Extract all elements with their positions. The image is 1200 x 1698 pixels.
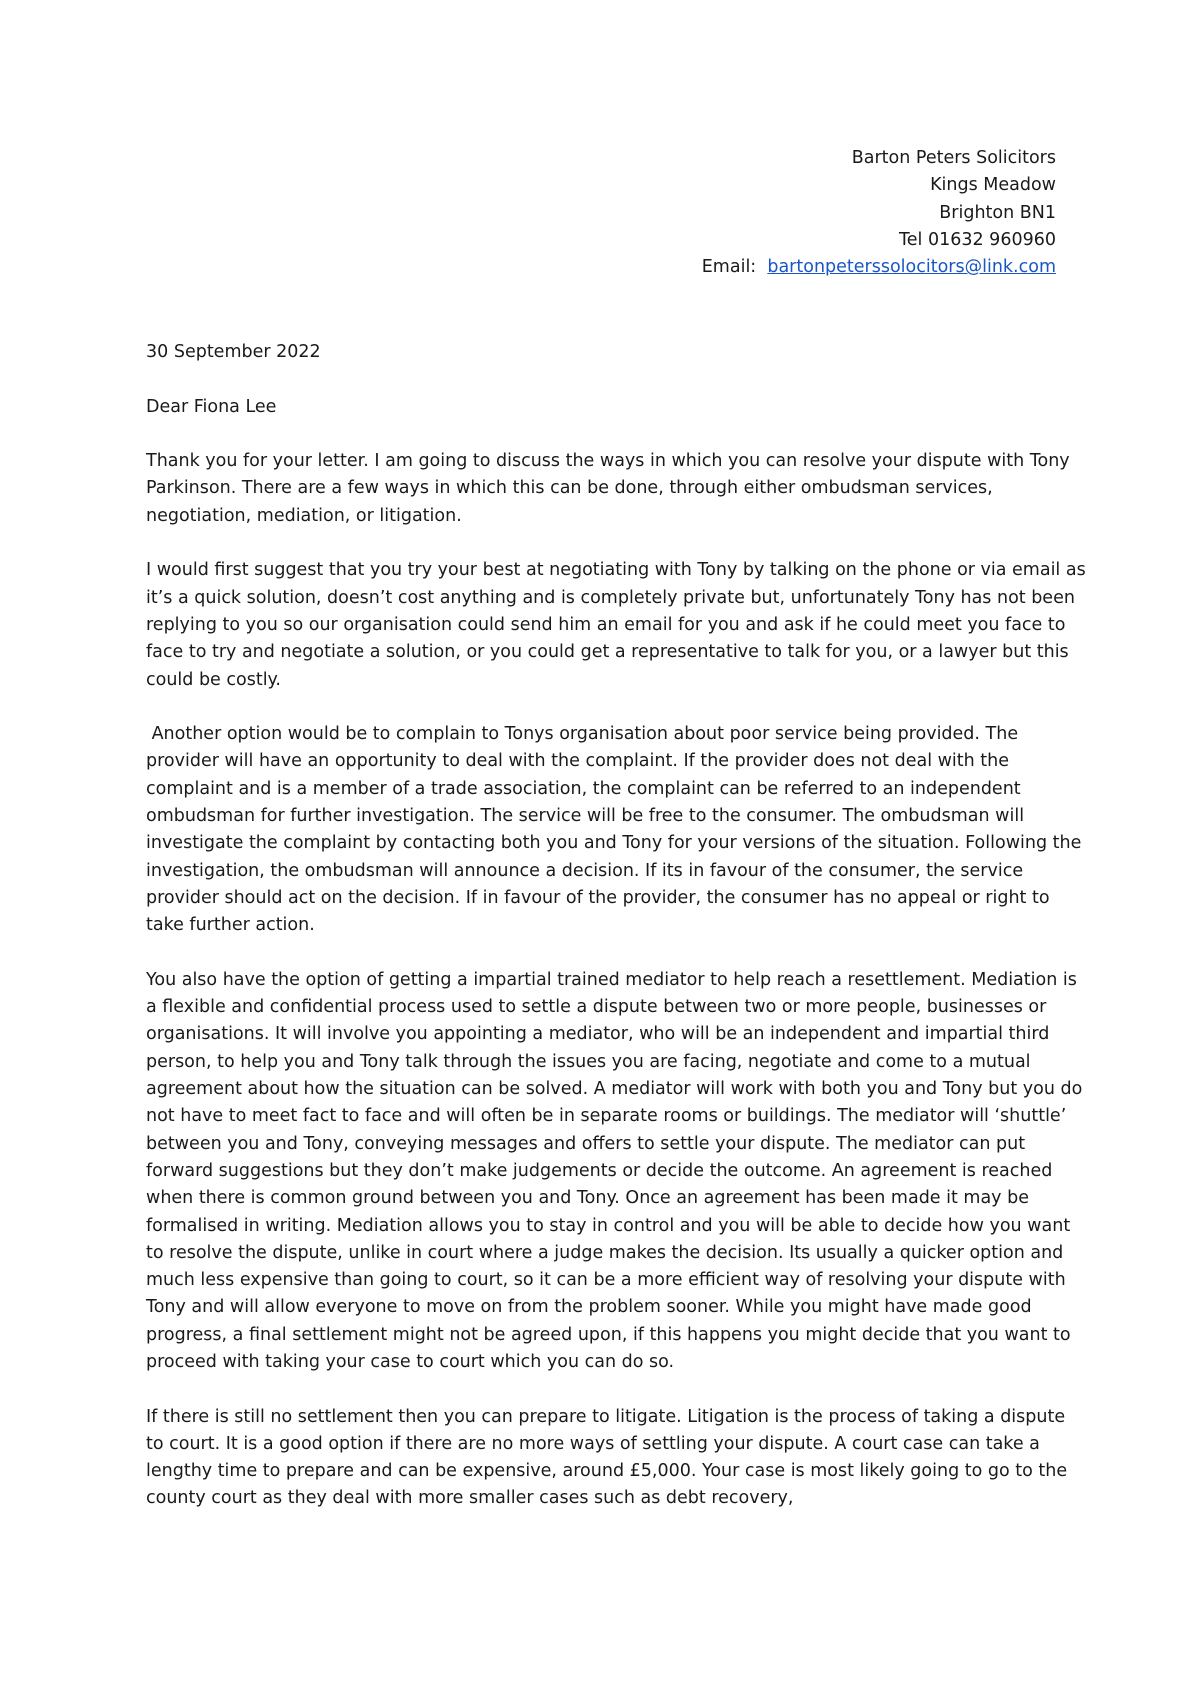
email-label: Email: <box>701 257 762 278</box>
paragraph-litigation: If there is still no settlement then you can prepare to litigate. Litigation is the process of taking a dispute to court. It is a good option if there are no more ways of settling your dispute. A court case can take a lengthy time to prepare and can be expensive, around £5,000. Your case is most likely going to go to the county court as they deal with more smaller cases such as debt recovery, <box>146 1406 1068 1509</box>
salutation: Dear Fiona Lee <box>146 396 277 417</box>
address-town: Brighton BN1 <box>939 202 1056 223</box>
letter-body <box>146 339 1086 1540</box>
firm-name: Barton Peters Solicitors <box>851 148 1056 168</box>
sender-address <box>702 145 1056 281</box>
email-line <box>702 254 1056 281</box>
address-street: Kings Meadow <box>930 175 1056 196</box>
telephone: Tel 01632 960960 <box>899 229 1056 250</box>
paragraph-negotiation: I would first suggest that you try your best at negotiating with Tony by talking on the phone or via email as it’s a quick solution, doesn’t cost anything and is completely private but, unfortunately Tony has not been replying to you so our organisation could send him an email for you and ask if he could meet you face to face to try and negotiate a solution, or you could get a representative to talk for you, or a lawyer but this could be costly. <box>146 560 1086 690</box>
paragraph-mediation: You also have the option of getting a impartial trained mediator to help reach a resettlement. Mediation is a flexible and confidential process used to settle a dispute between two or more people, businesses or organisations. It will involve you appointing a mediator, who will be an independent and impartial third person, to help you and Tony talk through the issues you are facing, negotiate and come to a mutual agreement about how the situation can be solved. A mediator will work with both you and Tony but you do not have to meet fact to face and will often be in separate rooms or buildings. The mediator will ‘shuttle’ between you and Tony, conveying messages and offers to settle your dispute. The mediator can put forward suggestions but they don’t make judgements or decide the outcome. An agreement is reached when there is common ground between you and Tony. Once an agreement has been made it may be formalised in writing. Mediation allows you to stay in control and you will be able to decide how you want to resolve the dispute, unlike in court where a judge makes the decision. Its usually a quicker option and much less expensive than going to court, so it can be a more efficient way of resolving your dispute with Tony and will allow everyone to move on from the problem sooner. While you might have made good progress, a final settlement might not be agreed upon, if this happens you might decide that you want to proceed with taking your case to court which you can do so. <box>146 969 1083 1372</box>
paragraph-ombudsman: Another option would be to complain to Tonys organisation about poor service being provided. The provider will have an opportunity to deal with the complaint. If the provider does not deal with the complaint and is a member of a trade association, the complaint can be referred to an independent ombudsman for further investigation. The service will be free to the consumer. The ombudsman will investigate the complaint by contacting both you and Tony for your versions of the situation. Following the investigation, the ombudsman will announce a decision. If its in favour of the consumer, the service provider should act on the decision. If in favour of the provider, the consumer has no appeal or right to take further action. <box>146 724 1087 936</box>
letter-date: 30 September 2022 <box>146 342 321 362</box>
email-link[interactable]: bartonpeterssolocitors@link.com <box>767 257 1056 278</box>
paragraph-intro: Thank you for your letter. I am going to discuss the ways in which you can resolve your dispute with Tony Parkinson. There are a few ways in which this can be done, through either ombudsman services, negotiation, mediation, or litigation. <box>146 451 1070 526</box>
